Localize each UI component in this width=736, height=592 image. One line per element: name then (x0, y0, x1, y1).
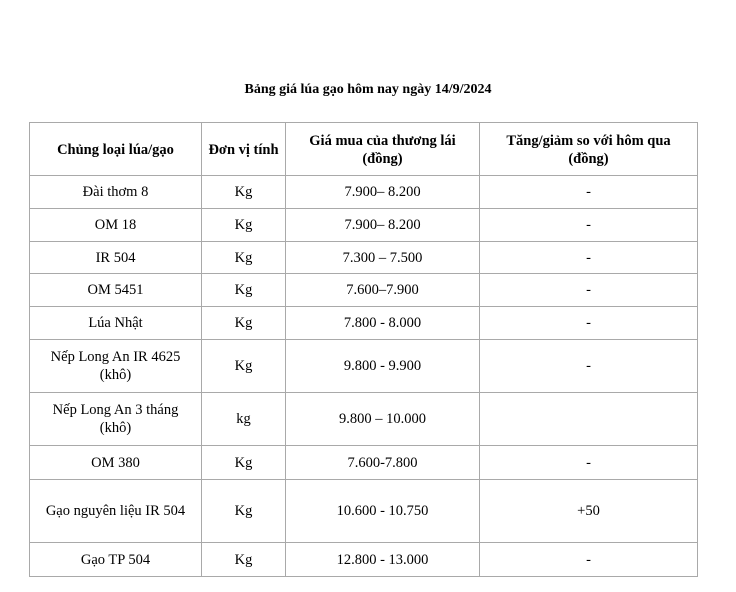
cell-type: OM 18 (30, 209, 202, 242)
table-header-row (30, 123, 697, 176)
cell-price: 7.800 - 8.000 (286, 307, 480, 340)
cell-change: - (480, 446, 697, 480)
cell-price: 7.600-7.800 (286, 446, 480, 480)
rice-price-table (29, 122, 698, 577)
cell-type: OM 5451 (30, 274, 202, 307)
cell-type: OM 380 (30, 446, 202, 480)
table-row (30, 480, 697, 543)
cell-type: Lúa Nhật (30, 307, 202, 340)
cell-type: Nếp Long An IR 4625 (khô) (30, 340, 202, 393)
cell-price: 7.900– 8.200 (286, 176, 480, 209)
cell-type: Gạo TP 504 (30, 543, 202, 576)
cell-change: - (480, 209, 697, 242)
cell-type: Nếp Long An 3 tháng (khô) (30, 393, 202, 446)
cell-price: 10.600 - 10.750 (286, 480, 480, 543)
cell-price: 7.600–7.900 (286, 274, 480, 307)
cell-unit: Kg (202, 307, 286, 340)
table-row (30, 393, 697, 446)
cell-price: 7.300 – 7.500 (286, 242, 480, 274)
cell-change: - (480, 340, 697, 393)
cell-change: - (480, 274, 697, 307)
cell-price: 12.800 - 13.000 (286, 543, 480, 576)
cell-unit: Kg (202, 543, 286, 576)
table-row (30, 176, 697, 209)
cell-change (480, 393, 697, 446)
cell-unit: Kg (202, 209, 286, 242)
cell-type: IR 504 (30, 242, 202, 274)
header-change: Tăng/giảm so với hôm qua (đồng) (480, 123, 697, 176)
cell-price: 9.800 – 10.000 (286, 393, 480, 446)
cell-unit: Kg (202, 340, 286, 393)
cell-change: - (586, 551, 591, 568)
cell-unit: Kg (202, 480, 286, 543)
cell-unit: kg (202, 393, 286, 446)
table-row (30, 242, 697, 274)
table-row (30, 446, 697, 480)
table-row (30, 340, 697, 393)
cell-unit: Kg (202, 242, 286, 274)
cell-unit: Kg (202, 274, 286, 307)
header-unit: Đơn vị tính (202, 123, 286, 176)
cell-change: +50 (480, 480, 697, 543)
cell-unit: Kg (202, 176, 286, 209)
cell-change: - (480, 176, 697, 209)
cell-price: 9.800 - 9.900 (286, 340, 480, 393)
cell-change: - (480, 307, 697, 340)
cell-price: 7.900– 8.200 (286, 209, 480, 242)
document-title: Bảng giá lúa gạo hôm nay ngày 14/9/2024 (244, 82, 492, 97)
table-row (30, 274, 697, 307)
table-row (30, 209, 697, 242)
header-price: Giá mua của thương lái (đồng) (286, 123, 480, 176)
header-type: Chủng loại lúa/gạo (30, 123, 202, 176)
table-row (30, 543, 697, 576)
table-row (30, 307, 697, 340)
cell-change: - (480, 242, 697, 274)
cell-unit: Kg (202, 446, 286, 480)
cell-type: Đài thơm 8 (30, 176, 202, 209)
cell-type: Gạo nguyên liệu IR 504 (30, 480, 202, 543)
